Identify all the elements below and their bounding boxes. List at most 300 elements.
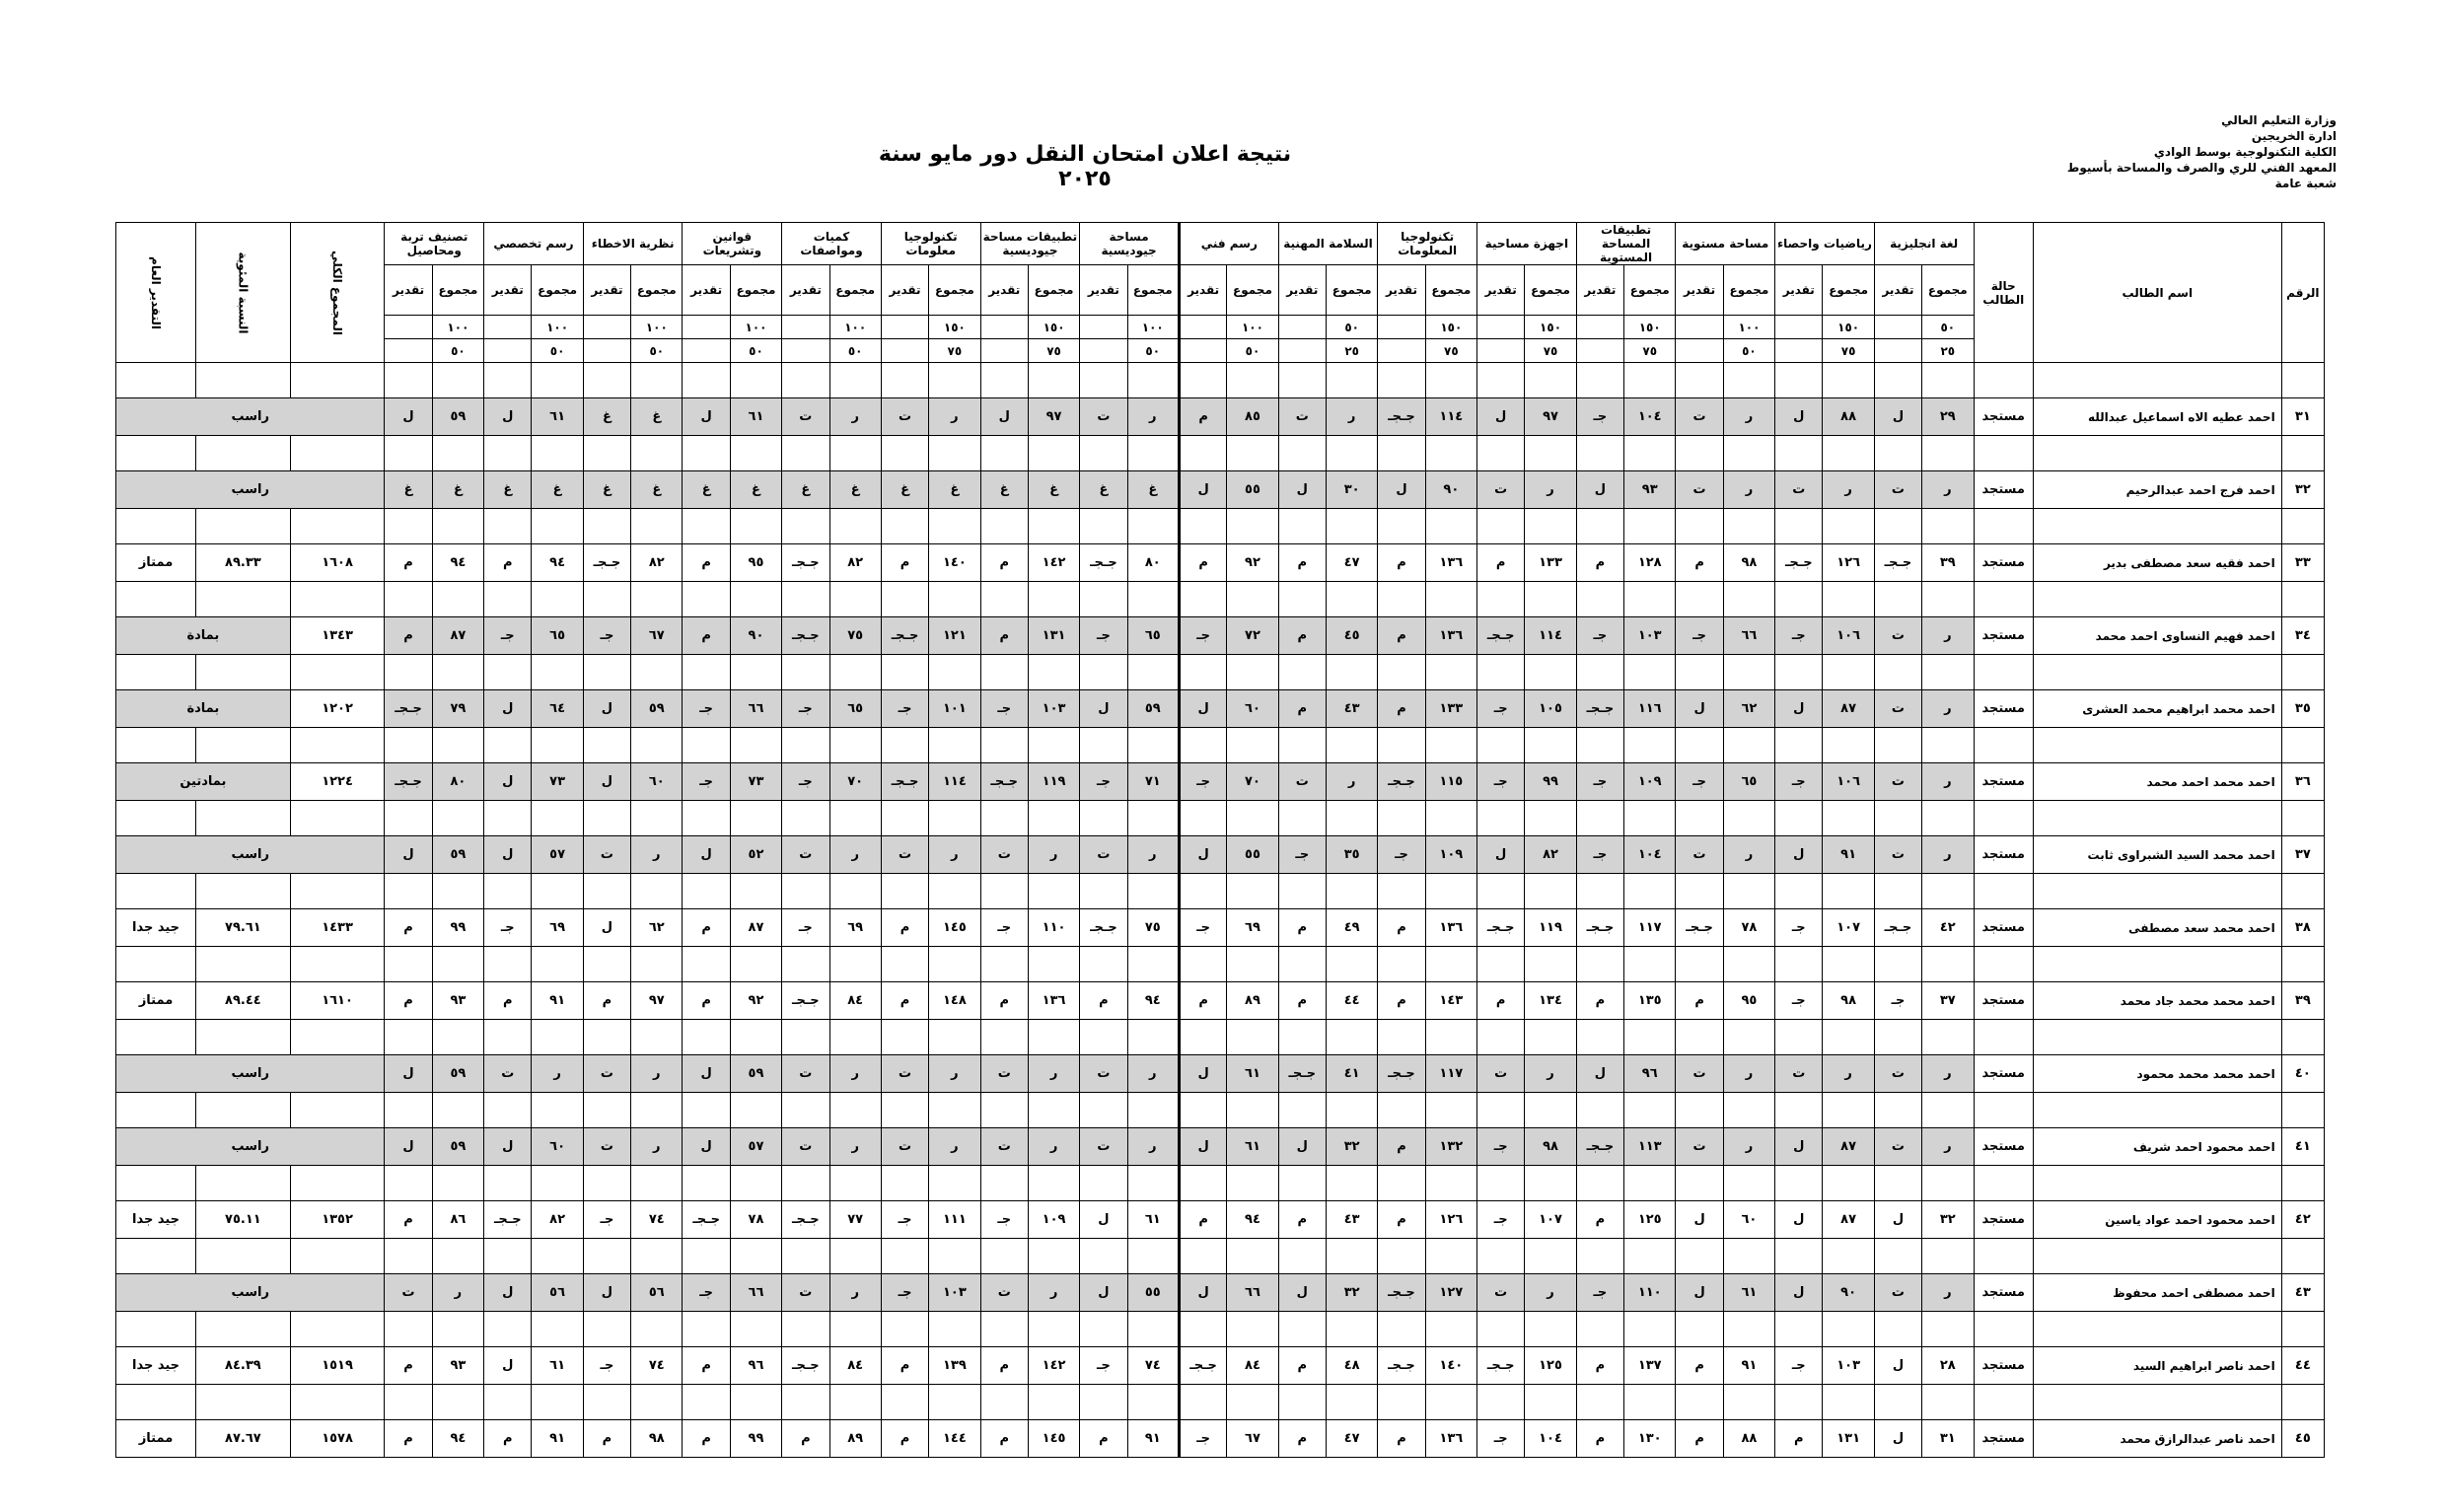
spacer-cell: [1823, 1166, 1874, 1201]
subject-grade: جـ: [1775, 763, 1823, 801]
spacer-cell: [432, 1312, 483, 1347]
spacer-cell: [290, 582, 385, 617]
subject-grade: جـ: [1179, 617, 1226, 655]
subject-grade: م: [1378, 1420, 1425, 1458]
spacer-cell: [1326, 655, 1377, 690]
spacer-cell: [631, 655, 683, 690]
subject-grade: ل: [385, 836, 432, 874]
spacer-cell: [782, 1312, 829, 1347]
subject-sum: ١٢٥: [1525, 1347, 1576, 1385]
subject-sum: ٦٢: [631, 909, 683, 947]
spacer-cell: [1227, 509, 1278, 544]
subject-sum: ١٢٦: [1823, 544, 1874, 582]
subject-sum: ر: [1028, 1128, 1079, 1166]
spacer-cell: [1874, 582, 1921, 617]
subject-grade: جـ: [1576, 398, 1623, 436]
subject-sum: ٩٠: [730, 617, 781, 655]
table-row: [116, 909, 2325, 947]
min-mark-grade: [583, 339, 630, 363]
spacer-cell: [881, 509, 928, 544]
col-header-sum: مجموع: [730, 265, 781, 316]
subject-sum: ٩٦: [1624, 1055, 1676, 1093]
spacer-cell: [1477, 874, 1525, 909]
spacer-cell: [782, 947, 829, 982]
spacer-cell: [1525, 801, 1576, 836]
spacer-cell: [782, 1385, 829, 1420]
subject-grade: م: [1676, 544, 1723, 582]
subject-grade: م: [1378, 690, 1425, 728]
subject-grade: جـجـ: [1378, 1347, 1425, 1385]
subject-grade: جـجـ: [1874, 909, 1921, 947]
spacer-cell: [1974, 874, 2033, 909]
spacer-cell: [929, 874, 980, 909]
min-mark-grade: [1278, 339, 1326, 363]
spacer-cell: [980, 436, 1028, 471]
spacer-cell: [683, 363, 730, 398]
subject-sum: ٩٢: [730, 982, 781, 1020]
subject-grade: ت: [1874, 1274, 1921, 1312]
spacer-cell: [1378, 436, 1425, 471]
spacer-cell: [2033, 1020, 2281, 1055]
spacer-cell: [1525, 1093, 1576, 1128]
subject-grade: ل: [683, 836, 730, 874]
subject-grade: ل: [484, 1347, 532, 1385]
col-header-name: اسم الطالب: [2033, 223, 2281, 363]
spacer-cell: [290, 1093, 385, 1128]
spacer-cell: [1723, 947, 1774, 982]
spacer-cell: [631, 1239, 683, 1274]
spacer-cell: [631, 801, 683, 836]
spacer-cell: [1723, 582, 1774, 617]
spacer-cell: [196, 363, 291, 398]
subject-sum: ١٤٣: [1425, 982, 1476, 1020]
subject-sum: ٩٩: [1525, 763, 1576, 801]
spacer-cell: [881, 874, 928, 909]
subject-grade: م: [782, 1420, 829, 1458]
spacer-cell: [1378, 363, 1425, 398]
spacer-cell: [1922, 1239, 1974, 1274]
spacer-cell: [829, 363, 881, 398]
spacer-cell: [1974, 801, 2033, 836]
row-num: ٣٣: [2281, 544, 2324, 582]
subject-grade: ل: [1477, 398, 1525, 436]
spacer-cell: [1974, 728, 2033, 763]
total-score: ١٦١٠: [290, 982, 385, 1020]
spacer-cell: [116, 1239, 196, 1274]
max-mark: ١٠٠: [532, 316, 583, 339]
spacer-cell: [583, 582, 630, 617]
spacer-cell: [1874, 363, 1921, 398]
col-header-subject: السلامة المهنية: [1278, 223, 1378, 265]
spacer-cell: [1922, 1312, 1974, 1347]
spacer-cell: [782, 582, 829, 617]
spacer-cell: [1624, 1239, 1676, 1274]
subject-sum: ٤٢: [1922, 909, 1974, 947]
max-mark: ٥٠: [1922, 316, 1974, 339]
subject-grade: جـ: [484, 909, 532, 947]
subject-grade: ل: [1676, 690, 1723, 728]
spacer-cell: [1278, 436, 1326, 471]
subject-sum: ر: [1922, 617, 1974, 655]
spacer-cell: [196, 582, 291, 617]
subject-grade: م: [1179, 398, 1226, 436]
row-num: ٣٧: [2281, 836, 2324, 874]
subject-grade: ت: [1676, 836, 1723, 874]
spacer-cell: [385, 1020, 432, 1055]
spacer-cell: [1477, 801, 1525, 836]
subject-grade: غ: [385, 471, 432, 509]
subject-sum: ٨٢: [829, 544, 881, 582]
spacer-cell: [532, 801, 583, 836]
table-row: [116, 836, 2325, 874]
max-mark-grade: [1179, 316, 1226, 339]
spacer-cell: [432, 363, 483, 398]
spacer-cell: [1179, 363, 1226, 398]
col-header-subject: مساحة جيوديسية: [1080, 223, 1180, 265]
spacer-cell: [1576, 947, 1623, 982]
subject-sum: ٨٩: [1227, 982, 1278, 1020]
subject-sum: ر: [1525, 471, 1576, 509]
student-status: مستجد: [1974, 836, 2033, 874]
spacer-cell: [1477, 1166, 1525, 1201]
subject-grade: ل: [1179, 1055, 1226, 1093]
spacer-row: [116, 947, 2325, 982]
row-num: ٣٦: [2281, 763, 2324, 801]
spacer-cell: [1326, 947, 1377, 982]
spacer-cell: [1477, 436, 1525, 471]
max-mark-grade: [583, 316, 630, 339]
spacer-row: [116, 509, 2325, 544]
spacer-cell: [116, 1093, 196, 1128]
spacer-cell: [730, 801, 781, 836]
spacer-cell: [196, 1020, 291, 1055]
spacer-cell: [385, 1166, 432, 1201]
subject-grade: ت: [782, 1055, 829, 1093]
total-score: ١٣٥٢: [290, 1201, 385, 1239]
subject-grade: ت: [881, 398, 928, 436]
subject-grade: م: [683, 544, 730, 582]
final-grade: جيد جدا: [116, 1201, 196, 1239]
min-mark: ٥٠: [1723, 339, 1774, 363]
spacer-cell: [1227, 1166, 1278, 1201]
subject-grade: م: [1576, 544, 1623, 582]
subject-sum: ٥٥: [1227, 836, 1278, 874]
spacer-cell: [1477, 1239, 1525, 1274]
col-header-sum: مجموع: [1922, 265, 1974, 316]
spacer-cell: [1525, 509, 1576, 544]
subject-sum: ٧٤: [631, 1347, 683, 1385]
percentage: ٧٩.٦١: [196, 909, 291, 947]
spacer-cell: [1080, 801, 1127, 836]
subject-grade: ل: [583, 763, 630, 801]
spacer-cell: [1823, 1093, 1874, 1128]
spacer-cell: [484, 509, 532, 544]
spacer-cell: [1179, 1385, 1226, 1420]
spacer-cell: [1525, 947, 1576, 982]
min-mark: ٥٠: [432, 339, 483, 363]
subject-grade: ت: [980, 1055, 1028, 1093]
subject-grade: م: [385, 617, 432, 655]
spacer-cell: [1775, 728, 1823, 763]
spacer-cell: [1127, 509, 1179, 544]
subject-sum: ١٤٨: [929, 982, 980, 1020]
spacer-cell: [683, 436, 730, 471]
subject-sum: ٦٥: [829, 690, 881, 728]
col-header-grade: تقدير: [385, 265, 432, 316]
spacer-cell: [1326, 363, 1377, 398]
min-mark: ٥٠: [730, 339, 781, 363]
max-mark-grade: [1477, 316, 1525, 339]
spacer-cell: [385, 436, 432, 471]
spacer-cell: [1775, 1093, 1823, 1128]
spacer-cell: [2281, 1385, 2324, 1420]
spacer-cell: [385, 947, 432, 982]
spacer-cell: [782, 1020, 829, 1055]
spacer-cell: [196, 509, 291, 544]
subject-grade: م: [683, 909, 730, 947]
subject-grade: ل: [385, 1128, 432, 1166]
spacer-cell: [881, 947, 928, 982]
spacer-cell: [1576, 1239, 1623, 1274]
spacer-cell: [432, 1020, 483, 1055]
subject-grade: جـجـ: [1179, 1347, 1226, 1385]
spacer-cell: [1227, 1385, 1278, 1420]
subject-grade: ل: [980, 398, 1028, 436]
spacer-cell: [2033, 947, 2281, 982]
spacer-cell: [290, 1312, 385, 1347]
spacer-cell: [1326, 1385, 1377, 1420]
subject-grade: ت: [1874, 1055, 1921, 1093]
subject-sum: ١١٤: [1525, 617, 1576, 655]
subject-sum: ر: [1922, 471, 1974, 509]
spacer-cell: [196, 874, 291, 909]
col-header-sum: مجموع: [432, 265, 483, 316]
spacer-cell: [683, 1166, 730, 1201]
subject-sum: ٨٩: [829, 1420, 881, 1458]
subject-sum: غ: [929, 471, 980, 509]
spacer-cell: [1723, 1385, 1774, 1420]
subject-sum: ١٣٣: [1525, 544, 1576, 582]
subject-grade: ل: [583, 1274, 630, 1312]
spacer-cell: [1676, 947, 1723, 982]
subject-sum: ١٣٩: [929, 1347, 980, 1385]
subject-grade: ت: [1477, 471, 1525, 509]
col-header-sum: مجموع: [1227, 265, 1278, 316]
spacer-cell: [1624, 509, 1676, 544]
spacer-cell: [1127, 728, 1179, 763]
col-header-grade: تقدير: [1676, 265, 1723, 316]
subject-sum: ٩٣: [432, 1347, 483, 1385]
spacer-cell: [1278, 1385, 1326, 1420]
spacer-cell: [1278, 801, 1326, 836]
spacer-cell: [532, 1239, 583, 1274]
spacer-cell: [1326, 728, 1377, 763]
total-score: ١٥١٩: [290, 1347, 385, 1385]
col-header-sum: مجموع: [1525, 265, 1576, 316]
subject-grade: جـجـ: [385, 763, 432, 801]
spacer-cell: [929, 655, 980, 690]
subject-sum: ٩٤: [432, 544, 483, 582]
subject-sum: ٩٣: [1624, 471, 1676, 509]
spacer-cell: [1525, 728, 1576, 763]
col-header-sum: مجموع: [532, 265, 583, 316]
subject-sum: ٨٨: [1823, 398, 1874, 436]
col-header-subject: تكنولوجيا معلومات: [881, 223, 980, 265]
spacer-cell: [1676, 1239, 1723, 1274]
subject-grade: ل: [1775, 1274, 1823, 1312]
spacer-cell: [1974, 363, 2033, 398]
spacer-cell: [1723, 1020, 1774, 1055]
subject-grade: م: [385, 982, 432, 1020]
spacer-cell: [1922, 582, 1974, 617]
subject-grade: جـجـ: [1477, 909, 1525, 947]
subject-sum: ٩٠: [1823, 1274, 1874, 1312]
table-row: [116, 690, 2325, 728]
spacer-cell: [2281, 1093, 2324, 1128]
percentage: ٨٧.٦٧: [196, 1420, 291, 1458]
subject-sum: ٨٢: [1525, 836, 1576, 874]
subject-sum: ١٠٣: [1624, 617, 1676, 655]
col-header-subject: نظرية الاخطاء: [583, 223, 683, 265]
subject-sum: ٨٤: [829, 982, 881, 1020]
header-line: ادارة الخريجين: [2251, 129, 2337, 143]
spacer-cell: [1874, 728, 1921, 763]
subject-sum: ٧٧: [829, 1201, 881, 1239]
subject-sum: ٦٩: [829, 909, 881, 947]
spacer-cell: [196, 1239, 291, 1274]
subject-grade: جـ: [1477, 1420, 1525, 1458]
spacer-cell: [1127, 1239, 1179, 1274]
spacer-cell: [1179, 801, 1226, 836]
subject-sum: ١٣٢: [1425, 1128, 1476, 1166]
spacer-cell: [1576, 1020, 1623, 1055]
subject-sum: ١١٠: [1028, 909, 1079, 947]
subject-grade: م: [1278, 617, 1326, 655]
spacer-cell: [484, 1385, 532, 1420]
subject-grade: ت: [1676, 398, 1723, 436]
subject-grade: غ: [683, 471, 730, 509]
row-num: ٤٣: [2281, 1274, 2324, 1312]
spacer-cell: [1922, 655, 1974, 690]
spacer-cell: [1922, 1093, 1974, 1128]
spacer-cell: [196, 655, 291, 690]
subject-sum: ر: [1525, 1055, 1576, 1093]
spacer-cell: [2281, 509, 2324, 544]
spacer-cell: [116, 728, 196, 763]
spacer-cell: [1723, 363, 1774, 398]
max-mark: ٥٠: [1326, 316, 1377, 339]
subject-grade: جـ: [583, 1347, 630, 1385]
subject-sum: ٣٢: [1922, 1201, 1974, 1239]
subject-grade: ت: [1278, 763, 1326, 801]
spacer-cell: [1576, 509, 1623, 544]
spacer-cell: [1974, 509, 2033, 544]
subject-grade: م: [1278, 1347, 1326, 1385]
spacer-cell: [116, 436, 196, 471]
subject-sum: ٨٤: [829, 1347, 881, 1385]
subject-grade: ت: [1676, 1055, 1723, 1093]
spacer-row: [116, 1093, 2325, 1128]
final-grade: جيد جدا: [116, 909, 196, 947]
spacer-cell: [1525, 874, 1576, 909]
subject-grade: ل: [1676, 1201, 1723, 1239]
subject-sum: ٨٧: [1823, 1128, 1874, 1166]
spacer-cell: [116, 1312, 196, 1347]
spacer-row: [116, 801, 2325, 836]
spacer-cell: [1378, 1385, 1425, 1420]
col-header-subject: تطبيقات مساحة جيوديسية: [980, 223, 1080, 265]
spacer-cell: [1874, 1385, 1921, 1420]
spacer-cell: [1179, 1312, 1226, 1347]
subject-grade: غ: [980, 471, 1028, 509]
spacer-row: [116, 728, 2325, 763]
spacer-cell: [1278, 1166, 1326, 1201]
subject-sum: ١٣٣: [1425, 690, 1476, 728]
subject-grade: ل: [385, 398, 432, 436]
spacer-cell: [116, 582, 196, 617]
subject-sum: ٩٣: [432, 982, 483, 1020]
subject-grade: ت: [1775, 471, 1823, 509]
spacer-cell: [1723, 655, 1774, 690]
subject-grade: غ: [583, 471, 630, 509]
subject-grade: م: [1576, 1420, 1623, 1458]
spacer-cell: [1624, 655, 1676, 690]
subject-grade: جـ: [683, 763, 730, 801]
spacer-cell: [532, 1312, 583, 1347]
spacer-cell: [730, 655, 781, 690]
subject-sum: ٤١: [1326, 1055, 1377, 1093]
subject-sum: ٣٥: [1326, 836, 1377, 874]
subject-sum: ١٠٩: [1028, 1201, 1079, 1239]
final-result: راسب: [116, 398, 385, 436]
subject-grade: جـ: [980, 690, 1028, 728]
subject-sum: ر: [829, 1128, 881, 1166]
subject-sum: ٧٤: [631, 1201, 683, 1239]
spacer-cell: [1823, 582, 1874, 617]
spacer-cell: [1127, 874, 1179, 909]
subject-grade: ت: [1080, 1128, 1127, 1166]
spacer-cell: [1425, 436, 1476, 471]
student-status: مستجد: [1974, 617, 2033, 655]
subject-sum: ٨٥: [1227, 398, 1278, 436]
student-name: احمد محمود احمد شريف: [2033, 1128, 2281, 1166]
row-num: ٣٨: [2281, 909, 2324, 947]
subject-grade: م: [980, 982, 1028, 1020]
spacer-cell: [290, 1385, 385, 1420]
spacer-cell: [631, 728, 683, 763]
col-header-grade: [116, 223, 196, 363]
spacer-cell: [1080, 1020, 1127, 1055]
subject-sum: ٢٩: [1922, 398, 1974, 436]
spacer-cell: [730, 1312, 781, 1347]
total-score: ١٦٠٨: [290, 544, 385, 582]
spacer-row: [116, 363, 2325, 398]
max-mark-grade: [1874, 316, 1921, 339]
subject-sum: ر: [631, 836, 683, 874]
subject-sum: ١٤٢: [1028, 544, 1079, 582]
subject-grade: م: [683, 1420, 730, 1458]
spacer-cell: [1525, 1312, 1576, 1347]
subject-grade: جـجـ: [1378, 398, 1425, 436]
max-mark: ١٥٠: [929, 316, 980, 339]
subject-grade: ل: [1775, 836, 1823, 874]
student-name: احمد محمد السيد الشبراوى ثابت: [2033, 836, 2281, 874]
subject-sum: غ: [432, 471, 483, 509]
subject-grade: جـ: [683, 1274, 730, 1312]
subject-sum: ر: [1127, 1055, 1179, 1093]
spacer-cell: [829, 655, 881, 690]
spacer-cell: [532, 1093, 583, 1128]
